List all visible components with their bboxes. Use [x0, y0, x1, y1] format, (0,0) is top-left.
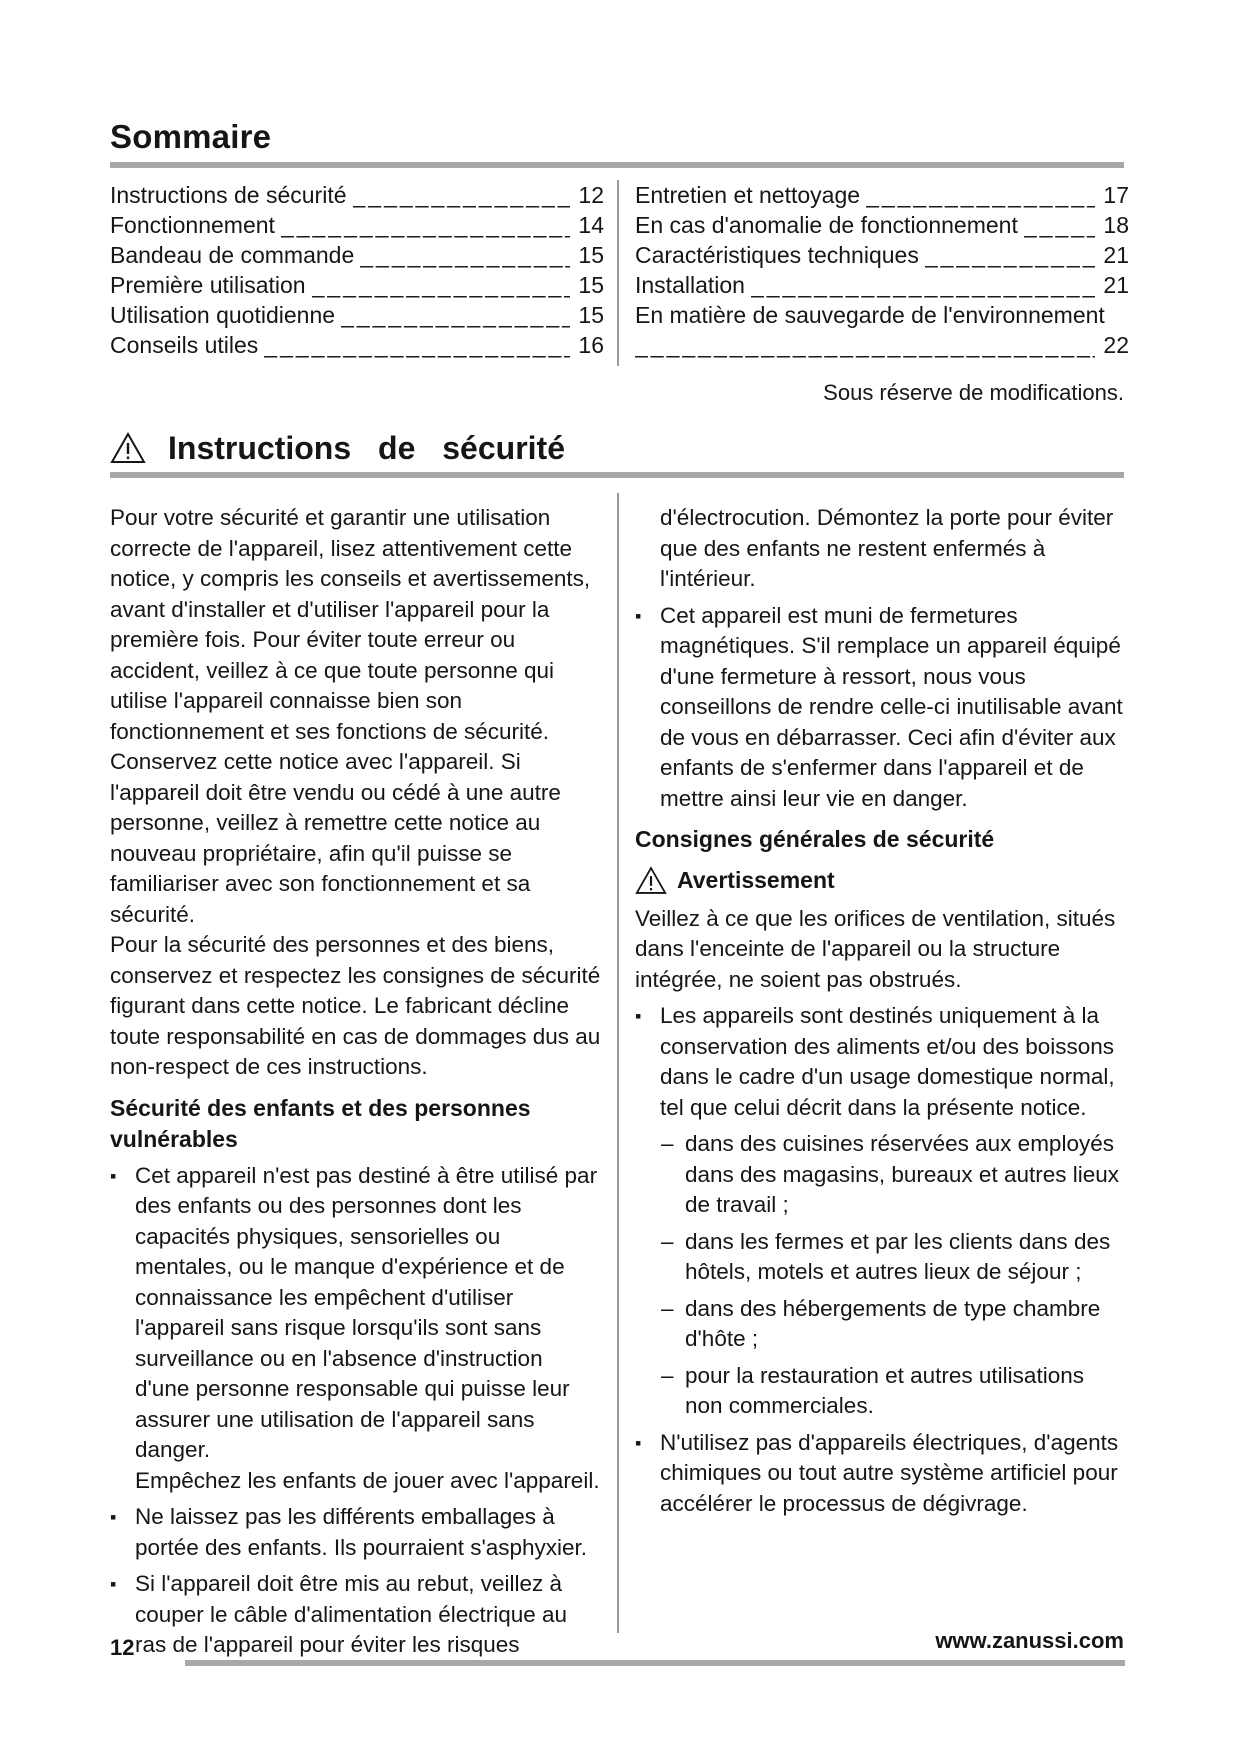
- general-safety-heading: Consignes générales de sécurité: [635, 826, 995, 852]
- warning-triangle-icon: [110, 432, 146, 464]
- footer-rule: [185, 1660, 1125, 1666]
- warning-triangle-icon: [635, 866, 667, 895]
- toc-entry[interactable]: Utilisation quotidienne _____ 15: [110, 300, 604, 330]
- right-text-column: [635, 503, 1127, 1519]
- children-safety-heading: Sécurité des enfants et des personnes vulnérables: [110, 1094, 531, 1152]
- warning-label: Avertissement: [677, 867, 835, 893]
- toc-entry[interactable]: Caractéristiques techniques _____ 21: [635, 240, 1129, 270]
- toc-title: Sommaire: [110, 118, 272, 155]
- left-text-column: [110, 503, 602, 1661]
- warning-paragraph: Veillez à ce que les orifices de ventilation, situés dans l'enceinte de l'appareil ou la structure intégrée, ne soient pas obstrués.: [635, 905, 1116, 992]
- page-number: 12: [110, 1635, 135, 1660]
- section-title: Instructions de sécurité: [168, 429, 565, 466]
- dash-item: – dans les fermes et par les clients dans des hôtels, motels et autres lieux de séjour ;: [661, 1228, 1111, 1284]
- toc-right-column: [635, 180, 1129, 360]
- toc-left-column: [110, 180, 604, 360]
- dash-item: – pour la restauration et autres utilisations non commerciales.: [661, 1362, 1084, 1418]
- intro-paragraph: Pour la sécurité des personnes et des biens, conservez et respectez les consignes de sécurité figurant dans cette notice. Le fabricant décline toute responsabilité en cas de dommages dus au non-respect de ces instructions.: [110, 932, 601, 1079]
- toc-entry[interactable]: Fonctionnement _____ 14: [110, 210, 604, 240]
- warning-callout: [635, 865, 1127, 896]
- toc-entry[interactable]: Conseils utiles _____ 16: [110, 330, 604, 360]
- bullet-item: ▪ N'utilisez pas d'appareils électriques, d'agents chimiques ou tout autre système artificiel pour accélérer le processus de dégivrage.: [635, 1428, 1127, 1520]
- bullet-item: ▪ Cet appareil est muni de fermetures magnétiques. S'il remplace un appareil équipé d'une fermeture à ressort, nous vous conseillons de rendre celle-ci inutilisable avant de vous en débarrasser. Ceci afin d'éviter aux enfants de s'enfermer dans l'appareil et de mettre ainsi leur vie en danger.: [635, 601, 1127, 815]
- toc-entry[interactable]: Entretien et nettoyage _____ 17: [635, 180, 1129, 210]
- toc-entry[interactable]: Première utilisation _____ 15: [110, 270, 604, 300]
- toc-entry[interactable]: Installation _____ 21: [635, 270, 1129, 300]
- toc-title-rule: [110, 162, 1124, 168]
- toc-entry[interactable]: En matière de sauvegarde de l'environnement: [635, 302, 1105, 328]
- toc-entry[interactable]: Bandeau de commande _____ 15: [110, 240, 604, 270]
- reserve-note: Sous réserve de modifications.: [823, 380, 1124, 405]
- intro-paragraph: Pour votre sécurité et garantir une utilisation correcte de l'appareil, lisez attentivement cette notice, y compris les conseils et avertissements, avant d'installer et d'utiliser l'appareil pour la première fois. Pour éviter toute erreur ou accident, veillez à ce que toute personne qui utilise l'appareil connaisse bien son fonctionnement et ses fonctions de sécurité. Conservez cette notice avec l'appareil. Si l'appareil doit être vendu ou cédé à une autre personne, veillez à remettre cette notice au nouveau propriétaire, afin qu'il puisse se familiariser avec son fonctionnement et sa sécurité.: [110, 505, 591, 927]
- toc-column-divider: [617, 180, 619, 366]
- toc-entry[interactable]: Instructions de sécurité _____ 12: [110, 180, 604, 210]
- toc-entry-continuation[interactable]: _____ 22: [635, 330, 1129, 360]
- website-link[interactable]: www.zanussi.com: [935, 1628, 1124, 1653]
- section-heading: [110, 428, 565, 468]
- dash-item: – dans des hébergements de type chambre d'hôte ;: [661, 1295, 1101, 1351]
- section-title-rule: [110, 472, 1124, 478]
- bullet-item: ▪ Cet appareil n'est pas destiné à être utilisé par des enfants ou des personnes dont les capacités physiques, sensorielles ou mentales, ou le manque d'expérience et de connaissance les empêchent d'utiliser l'appareil sans risque lorsqu'ils sont sans surveillance ou en l'absence d'instruction d'une personne responsable qui puisse leur assurer une utilisation de l'appareil sans danger. Empêchez les enfants de jouer avec l'appareil.: [110, 1161, 602, 1497]
- bullet-continuation: d'électrocution. Démontez la porte pour éviter que des enfants ne restent enfermés à l'intérieur.: [660, 505, 1114, 591]
- bullet-item: ▪ Ne laissez pas les différents emballages à portée des enfants. Ils pourraient s'asphyxier.: [110, 1502, 602, 1563]
- bullet-item: ▪ Si l'appareil doit être mis au rebut, veillez à couper le câble d'alimentation électrique au ras de l'appareil pour éviter les risques: [110, 1569, 602, 1661]
- toc-entry[interactable]: En cas d'anomalie de fonctionnement _____ 18: [635, 210, 1129, 240]
- body-column-divider: [617, 493, 619, 1633]
- bullet-item: ▪ Les appareils sont destinés uniquement à la conservation des aliments et/ou des boissons dans le cadre d'un usage domestique normal, tel que celui décrit dans la présente notice.: [635, 1001, 1127, 1123]
- dash-item: – dans des cuisines réservées aux employés dans des magasins, bureaux et autres lieux de travail ;: [661, 1131, 1120, 1217]
